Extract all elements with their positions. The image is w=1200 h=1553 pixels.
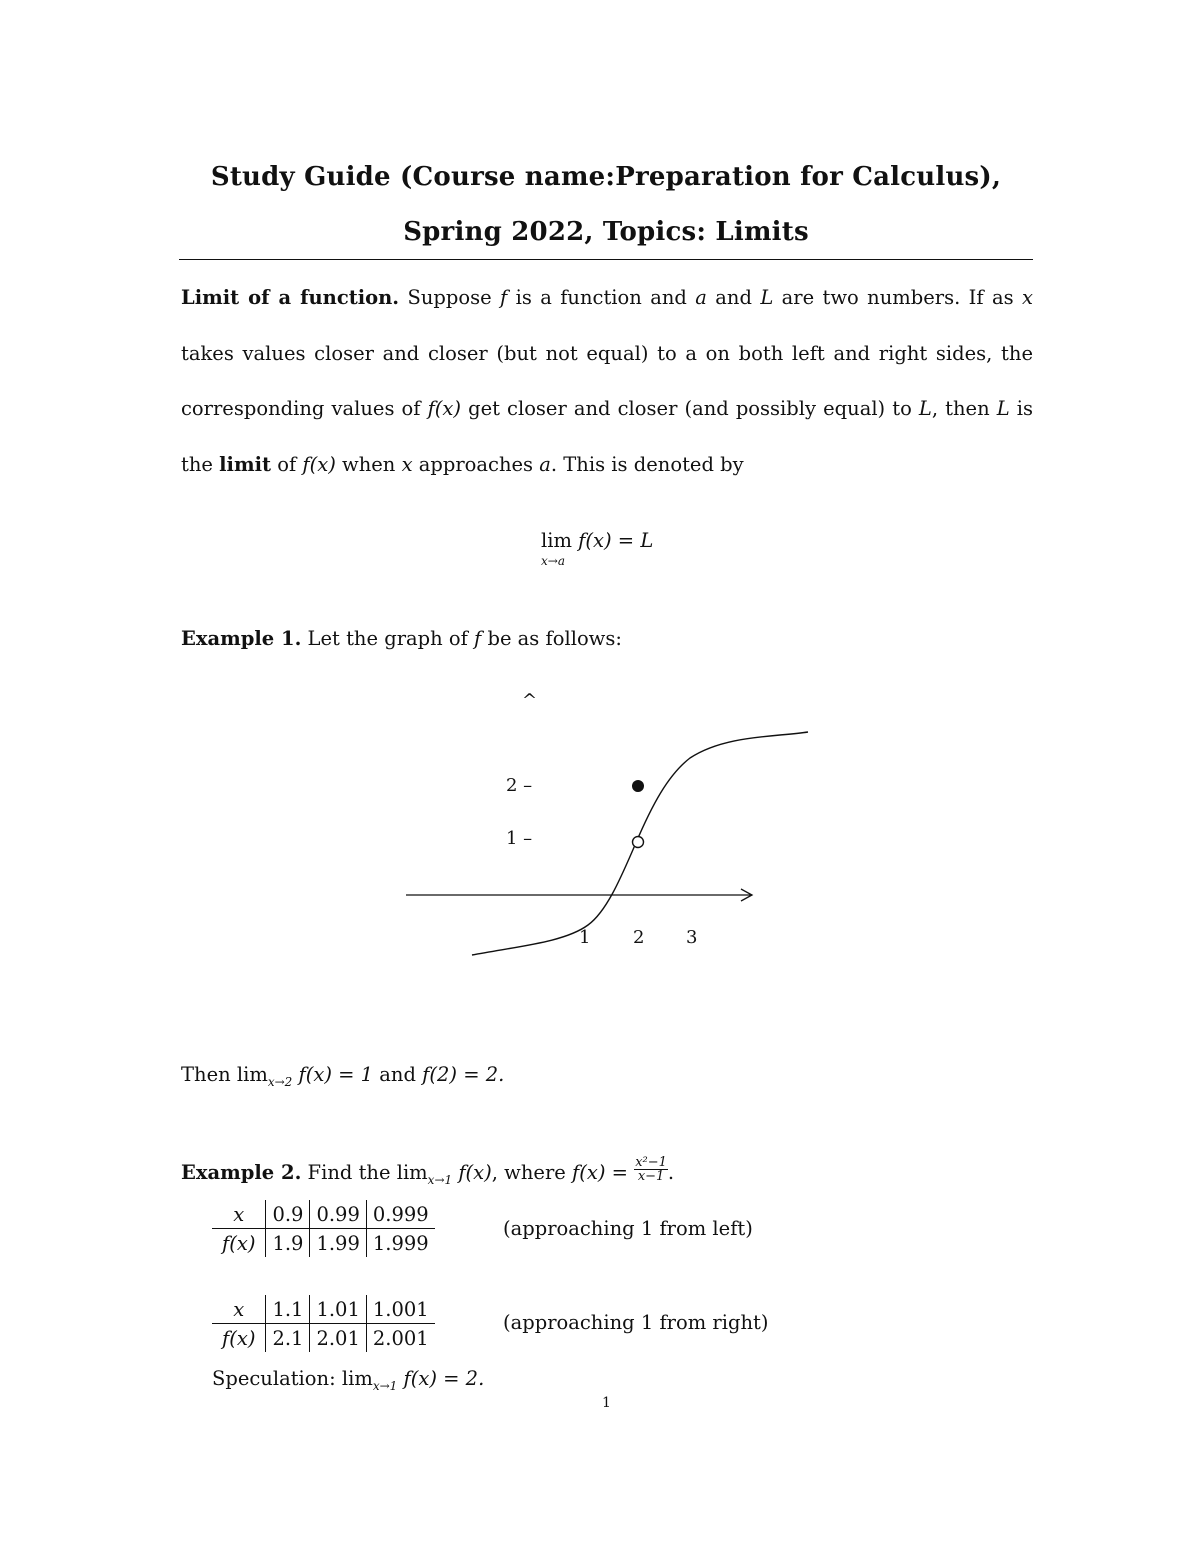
example2-text: Find the — [301, 1161, 397, 1184]
table-cell: x — [212, 1200, 266, 1229]
math-L: L — [760, 286, 774, 309]
def-text: . This is denoted by — [550, 453, 744, 477]
math-fx: f(x) — [302, 453, 336, 477]
example1-text: Let the graph of — [301, 627, 475, 650]
page-number: 1 — [602, 1395, 611, 1411]
conclusion-math: f(x) = 1 — [292, 1063, 374, 1086]
def-text: get closer and closer (and possibly equal) to — [461, 397, 919, 421]
lim-operator: lim — [396, 1161, 428, 1184]
table-row — [212, 1229, 435, 1258]
table-cell: 1.001 — [366, 1295, 434, 1324]
x-tick-2: 2 — [633, 927, 645, 948]
def-text: is the — [181, 397, 1033, 477]
title-line-2: Spring 2022, Topics: Limits — [403, 217, 809, 247]
conclusion-text: Then — [181, 1063, 237, 1086]
def-text: and — [706, 286, 761, 309]
lim-operator: lim — [236, 1063, 268, 1086]
math-f: f — [474, 627, 482, 650]
def-text: takes values closer and closer (but not equal) to a on both left and right sides, the corresponding values of — [181, 341, 1033, 421]
def-text: , then — [931, 397, 997, 421]
speculation-line — [212, 1367, 485, 1393]
def-text: approaches — [412, 453, 540, 477]
table-cell: 0.9 — [266, 1200, 310, 1229]
x-tick-1: 1 — [579, 927, 591, 948]
math-L: L — [996, 397, 1010, 421]
table-cell: 2.001 — [366, 1324, 434, 1353]
table-row — [212, 1200, 435, 1229]
y-tick-2: 2 – — [506, 775, 533, 796]
example2-math: f(x) = — [572, 1161, 635, 1184]
table-row — [212, 1295, 435, 1324]
table-cell: 2.1 — [266, 1324, 310, 1353]
table-cell: 2.01 — [310, 1324, 366, 1353]
example2-line — [181, 1155, 675, 1187]
table-right-note: (approaching 1 from right) — [503, 1311, 769, 1334]
table-right — [212, 1295, 435, 1352]
speculation-text: Speculation: — [212, 1367, 342, 1390]
filled-point — [632, 780, 644, 792]
math-fx: f(x) — [427, 397, 462, 421]
example1-heading: Example 1. — [181, 627, 302, 650]
table-cell: 1.01 — [310, 1295, 366, 1324]
equation-rhs: f(x) = L — [578, 529, 654, 552]
def-text: are two numbers. If as — [773, 286, 1022, 309]
def-text: when — [335, 453, 402, 477]
speculation-math: f(x) = 2. — [397, 1367, 485, 1390]
example2-text: , where — [491, 1161, 573, 1184]
def-text: of — [271, 453, 303, 477]
lim-subscript: x→2 — [267, 1075, 293, 1089]
fraction-numerator: x²−1 — [635, 1155, 667, 1170]
fraction — [634, 1156, 668, 1183]
conclusion-text: and — [373, 1063, 423, 1086]
math-L: L — [918, 397, 932, 421]
lim-operator: lim — [341, 1367, 373, 1390]
definition-heading: Limit of a function. — [181, 286, 400, 309]
table-cell: 1.999 — [366, 1229, 434, 1258]
y-tick-1: 1 – — [506, 828, 533, 849]
lim-subscript: x→a — [541, 554, 565, 568]
table-cell: f(x) — [222, 1326, 256, 1350]
example1-conclusion — [181, 1063, 505, 1089]
lim-operator: lim — [541, 529, 572, 552]
lim-subscript: x→1 — [427, 1173, 453, 1187]
math-a: a — [695, 286, 707, 309]
table-cell: 1.9 — [266, 1229, 310, 1258]
example1-text: be as follows: — [481, 627, 622, 650]
lim-subscript: x→1 — [372, 1379, 398, 1393]
limit-word: limit — [219, 453, 272, 477]
fraction-denominator: x−1 — [637, 1169, 665, 1184]
table-cell: f(x) — [222, 1231, 256, 1255]
example2-text: . — [667, 1161, 675, 1184]
math-x: x — [401, 453, 413, 477]
math-f: f — [500, 286, 508, 309]
table-left — [212, 1200, 435, 1257]
table-cell: 1.1 — [266, 1295, 310, 1324]
table-left-note: (approaching 1 from left) — [503, 1217, 753, 1240]
def-text: Suppose — [399, 286, 501, 309]
def-text: is a function and — [507, 286, 696, 309]
open-point — [633, 837, 644, 848]
table-cell: x — [212, 1295, 266, 1324]
conclusion-math: f(2) = 2. — [422, 1063, 505, 1086]
y-axis-arrow-icon: ^ — [522, 690, 538, 711]
title-line-1: Study Guide (Course name:Preparation for Calculus), — [210, 162, 1002, 192]
example2-math: f(x) — [452, 1161, 492, 1184]
table-cell: 1.99 — [310, 1229, 366, 1258]
example2-heading: Example 2. — [181, 1161, 302, 1184]
table-row — [212, 1324, 435, 1353]
table-cell: 0.99 — [310, 1200, 366, 1229]
math-x: x — [1021, 286, 1033, 309]
x-tick-3: 3 — [686, 927, 698, 948]
math-a: a — [539, 453, 551, 477]
table-cell: 0.999 — [366, 1200, 434, 1229]
